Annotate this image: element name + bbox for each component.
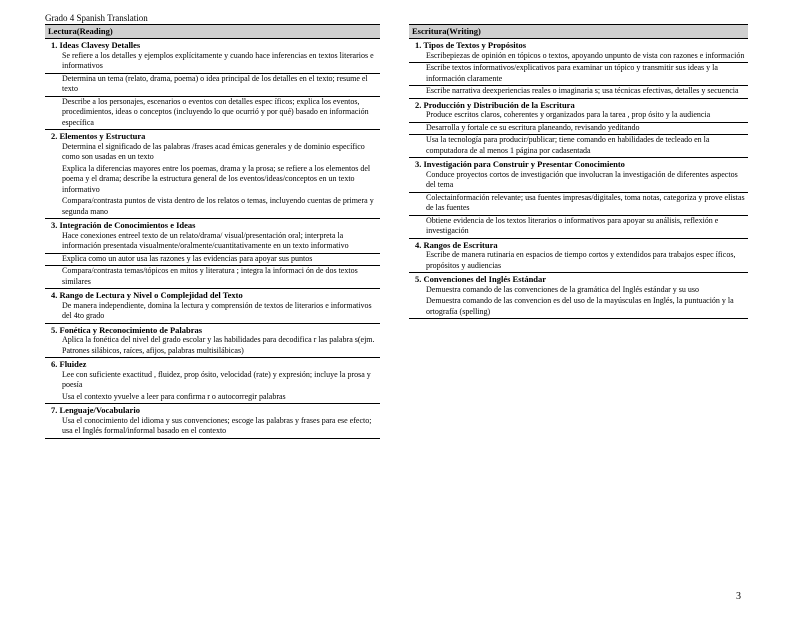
section-title: 2. Producción y Distribución de la Escritura	[415, 99, 575, 110]
section-title: 4. Rango de Lectura y Nivel o Complejidad del Texto	[51, 290, 243, 300]
standard-item: Aplica la fonética del nivel del grado escolar y las habilidades para decodifica r las palabra s(ejm. Patrones silábicos, raíces, afijos, palabras multisilábicas)	[62, 335, 375, 355]
standard-item: Se refiere a los detalles y ejemplos explícitamente y cuando hace inferencias en textos literarios e informativos	[62, 50, 374, 70]
standard-section	[409, 99, 748, 159]
section-title: 1. Ideas Clavesy Detalles	[51, 40, 141, 50]
standard-item: Usa la tecnología para producir/publicar; tiene comando en habilidades de tecleado en la computadora de al menos 1 página por cadasentada	[409, 134, 748, 157]
standard-item: Escribepiezas de opinión en tópicos o textos, apoyando unpunto de vista con razones e información	[426, 50, 745, 60]
section-title: 5. Fonética y Reconocimiento de Palabras	[51, 324, 203, 335]
standard-item: Explica como un autor usa las razones y las evidencias para apoyar sus puntos	[45, 253, 380, 266]
section-title: 5. Convenciones del Inglés Estándar	[415, 274, 547, 284]
standard-item: Lee con suficiente exactitud , fluidez, prop ósito, velocidad (rate) y expresión; incluye la prosa y poesía	[62, 369, 371, 389]
section-title: 6. Fluidez	[51, 359, 87, 369]
standard-section	[45, 404, 380, 439]
standard-item: Colectainformación relevante; usa fuentes impresas/digitales, toma notas, categoriza y prove elistas de las fuentes	[409, 192, 748, 215]
section-title: 4. Rangos de Escritura	[415, 239, 498, 250]
standard-item: Escribe narrativa deexperiencias reales o imaginaria s; usa técnicas efectivas, detalles y secuencia	[409, 85, 748, 98]
standard-section	[409, 239, 748, 274]
standard-item: Hace conexiones entreel texto de un relato/drama/ visual/presentación oral; interpreta la información presentada visualmente/oralmente/cuantitativamente en un texto informativo	[62, 230, 349, 250]
writing-sections	[409, 39, 748, 319]
section-title: 7. Lenguaje/Vocabulario	[51, 405, 140, 415]
standard-section	[409, 39, 748, 99]
section-title: 3. Investigación para Construir y Presentar Conocimiento	[415, 159, 625, 169]
standard-item: Determina el significado de las palabras /frases acad émicas generales y de dominio específico como son usadas en un texto	[62, 141, 365, 161]
standard-section	[45, 39, 380, 130]
standard-item: Determina un tema (relato, drama, poema) o idea principal de los detalles en el texto; resume el texto	[45, 73, 380, 96]
standard-section	[45, 130, 380, 219]
writing-heading: Escritura(Writing)	[409, 25, 748, 39]
reading-column	[45, 24, 380, 439]
standard-item: Escribe de manera rutinaria en espacios de tiempo cortos y extendidos para trabajos espec íficos, propósitos y audiencias	[426, 250, 736, 270]
standard-item: Explica la diferencias mayores entre los poemas, drama y la prosa; se refiere a los elementos del poema y el drama; describe la estructura general de los eventos/ideas/conceptos en un texto informativo	[62, 163, 371, 194]
standard-item: Describe a los personajes, escenarios o eventos con detalles espec íficos; explica los eventos, procedimientos, ideas o conceptos (incluyendo lo que ocurrió y por qué) basado en información específica	[45, 96, 380, 130]
standard-item: Conduce proyectos cortos de investigación que involucran la investigación de diferentes aspectos del tema	[426, 169, 738, 189]
standard-section	[45, 219, 380, 289]
standard-section	[409, 273, 748, 319]
page-number: 3	[736, 591, 741, 602]
standard-section	[45, 324, 380, 359]
document-title: Grado 4 Spanish Translation	[45, 13, 148, 23]
standard-item: Usa el conocimiento del idioma y sus convenciones; escoge las palabras y frases para ese efecto; usa el Inglés formal/informal basado en el contexto	[62, 415, 372, 435]
standard-item: Usa el contexto yvuelve a leer para confirma r o autocorregir palabras	[62, 391, 286, 401]
standard-item: Escribe textos informativos/explicativos para examinar un tópico y transmitir sus ideas y la información claramente	[409, 62, 748, 85]
section-title: 1. Tipos de Textos y Propósitos	[415, 40, 527, 50]
standard-item: Obtiene evidencia de los textos literarios o informativos para apoyar su análisis, reflexión e investigación	[409, 215, 748, 238]
standard-item: Demuestra comando de las convenciones de la gramática del Inglés estándar y su uso	[426, 284, 700, 294]
reading-sections	[45, 39, 380, 439]
standard-item: Demuestra comando de las convencion es del uso de la mayúsculas en Inglés, la puntuación y la ortografía (spelling)	[426, 296, 734, 316]
reading-heading: Lectura(Reading)	[45, 25, 380, 39]
section-title: 2. Elementos y Estructura	[51, 131, 146, 141]
writing-column	[409, 24, 748, 319]
standard-item: Compara/contrasta puntos de vista dentro de los relatos o temas, incluyendo cuentas de primera y segunda mano	[62, 196, 374, 216]
standard-section	[45, 289, 380, 324]
section-title: 3. Integración de Conocimientos e Ideas	[51, 220, 196, 230]
standard-section	[45, 358, 380, 404]
standard-section	[409, 158, 748, 239]
standard-item: Compara/contrasta temas/tópicos en mitos y literatura ; integra la informaci ón de dos textos similares	[45, 265, 380, 288]
standard-item: Desarrolla y fortale ce su escritura planeando, revisando yeditando	[409, 122, 748, 135]
standard-item: Produce escritos claros, coherentes y organizados para la tarea , prop ósito y la audiencia	[426, 110, 711, 119]
standard-item: De manera independiente, domina la lectura y comprensión de textos de literarios e informativos del 4to grado	[62, 300, 372, 320]
